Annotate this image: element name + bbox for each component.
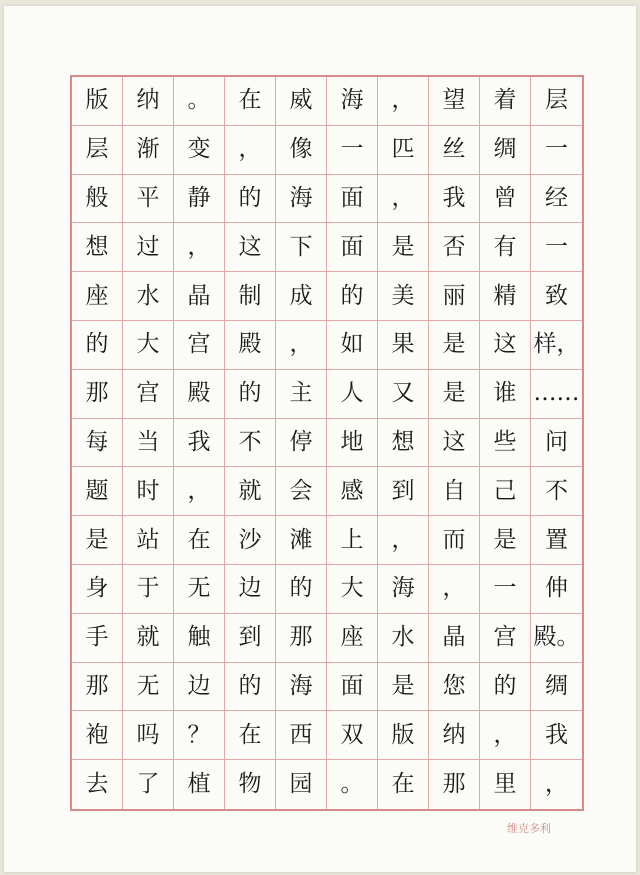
- grid-cell: 边: [225, 565, 276, 614]
- grid-cell: ，: [174, 467, 225, 516]
- grid-cell: 绸: [531, 663, 582, 712]
- grid-cell: 渐: [123, 126, 174, 175]
- grid-cell: 这: [225, 223, 276, 272]
- grid-cell: 双: [327, 711, 378, 760]
- grid-cell: 自: [429, 467, 480, 516]
- grid-cell: 的: [225, 175, 276, 224]
- grid-cell: 己: [480, 467, 531, 516]
- grid-cell: 水: [378, 614, 429, 663]
- grid-cell: 些: [480, 419, 531, 468]
- grid-cell: 的: [480, 663, 531, 712]
- grid-cell: 主: [276, 370, 327, 419]
- grid-cell: ，: [378, 77, 429, 126]
- grid-cell: 那: [276, 614, 327, 663]
- grid-cell: 殿: [225, 321, 276, 370]
- grid-cell: 那: [429, 760, 480, 809]
- grid-cell: 置: [531, 516, 582, 565]
- grid-cell: 成: [276, 272, 327, 321]
- grid-cell: 沙: [225, 516, 276, 565]
- grid-cell: 的: [225, 663, 276, 712]
- grid-cell: 般: [72, 175, 123, 224]
- grid-cell: 面: [327, 223, 378, 272]
- grid-cell: 在: [225, 711, 276, 760]
- grid-cell: 像: [276, 126, 327, 175]
- grid-cell: ，: [378, 516, 429, 565]
- grid-cell: 无: [123, 663, 174, 712]
- grid-cell: 水: [123, 272, 174, 321]
- grid-cell: 不: [225, 419, 276, 468]
- grid-cell: 制: [225, 272, 276, 321]
- grid-cell: 晶: [429, 614, 480, 663]
- grid-cell: 精: [480, 272, 531, 321]
- grid-cell: 望: [429, 77, 480, 126]
- grid-cell: 了: [123, 760, 174, 809]
- grid-cell: 的: [225, 370, 276, 419]
- grid-cell: 是: [480, 516, 531, 565]
- grid-cell: ，: [174, 223, 225, 272]
- grid-cell: 海: [276, 663, 327, 712]
- character-grid: [72, 77, 582, 809]
- grid-cell: 是: [429, 370, 480, 419]
- grid-cell: 的: [72, 321, 123, 370]
- grid-cell: 植: [174, 760, 225, 809]
- grid-cell: 殿: [174, 370, 225, 419]
- grid-cell: ，: [429, 565, 480, 614]
- grid-cell: 又: [378, 370, 429, 419]
- grid-cell: 我: [174, 419, 225, 468]
- grid-cell: 这: [480, 321, 531, 370]
- grid-cell: 纳: [123, 77, 174, 126]
- grid-cell: 座: [327, 614, 378, 663]
- grid-cell: ，: [545, 771, 568, 798]
- grid-cell: 身: [72, 565, 123, 614]
- grid-cell: ，: [378, 175, 429, 224]
- grid-cell: 曾: [480, 175, 531, 224]
- grid-cell: 在: [225, 77, 276, 126]
- grid-cell: 威: [276, 77, 327, 126]
- grid-cell: 问: [531, 419, 582, 468]
- writing-grid: [70, 75, 584, 811]
- grid-cell: 致: [531, 272, 582, 321]
- grid-cell: 物: [225, 760, 276, 809]
- grid-cell: 丽: [429, 272, 480, 321]
- grid-cell: 经: [531, 175, 582, 224]
- grid-cell: 人: [327, 370, 378, 419]
- grid-cell: 那: [72, 663, 123, 712]
- grid-cell: ，: [276, 321, 327, 370]
- grid-cell: 每: [72, 419, 123, 468]
- grid-cell: 一: [531, 126, 582, 175]
- grid-cell: 想: [72, 223, 123, 272]
- grid-cell: 绸: [480, 126, 531, 175]
- grid-cell: 否: [429, 223, 480, 272]
- grid-cell: 海: [276, 175, 327, 224]
- grid-cell: 我: [531, 711, 582, 760]
- grid-cell: 上: [327, 516, 378, 565]
- grid-cell: 平: [123, 175, 174, 224]
- grid-cell: 园: [276, 760, 327, 809]
- grid-cell: 的: [327, 272, 378, 321]
- grid-cell: 时: [123, 467, 174, 516]
- grid-cell: 感: [327, 467, 378, 516]
- grid-cell: 是: [72, 516, 123, 565]
- grid-cell: 晶: [174, 272, 225, 321]
- grid-cell: ，: [225, 126, 276, 175]
- grid-cell: 殿。: [531, 614, 582, 663]
- grid-cell: 样，: [531, 321, 582, 370]
- grid-cell: 当: [123, 419, 174, 468]
- grid-cell: 边: [174, 663, 225, 712]
- grid-cell: 下: [276, 223, 327, 272]
- grid-cell: 海: [378, 565, 429, 614]
- grid-cell: 站: [123, 516, 174, 565]
- grid-cell: 停: [276, 419, 327, 468]
- grid-cell: 座: [72, 272, 123, 321]
- grid-cell: 的: [276, 565, 327, 614]
- grid-cell: 。: [327, 760, 378, 809]
- grid-cell: 果: [378, 321, 429, 370]
- grid-cell: 面: [327, 663, 378, 712]
- grid-cell: 层: [72, 126, 123, 175]
- grid-cell: 一: [531, 223, 582, 272]
- grid-cell: 版: [72, 77, 123, 126]
- grid-cell: 想: [378, 419, 429, 468]
- grid-cell: 变: [174, 126, 225, 175]
- grid-cell: 会: [276, 467, 327, 516]
- grid-cell: 是: [378, 223, 429, 272]
- grid-cell: 不: [531, 467, 582, 516]
- grid-cell: 吗: [123, 711, 174, 760]
- grid-cell: 一: [327, 126, 378, 175]
- grid-cell: ……: [531, 370, 582, 419]
- grid-cell: 宫: [123, 370, 174, 419]
- grid-cell: 我: [429, 175, 480, 224]
- grid-cell: 一: [480, 565, 531, 614]
- grid-cell: 宫: [480, 614, 531, 663]
- grid-cell: 到: [225, 614, 276, 663]
- grid-cell: 袍: [72, 711, 123, 760]
- grid-cell: 谁: [480, 370, 531, 419]
- grid-cell: 纳: [429, 711, 480, 760]
- grid-cell: 而: [429, 516, 480, 565]
- grid-cell: 如: [327, 321, 378, 370]
- grid-cell: 是: [378, 663, 429, 712]
- grid-cell: 伸: [531, 565, 582, 614]
- grid-cell: 到: [378, 467, 429, 516]
- grid-cell: ？: [174, 711, 225, 760]
- grid-cell: 那: [72, 370, 123, 419]
- grid-cell: 题: [72, 467, 123, 516]
- grid-cell: 在: [378, 760, 429, 809]
- grid-cell: 层: [531, 77, 582, 126]
- grid-cell: 滩: [276, 516, 327, 565]
- grid-cell: 就: [123, 614, 174, 663]
- grid-cell: 面: [327, 175, 378, 224]
- grid-cell: 宫: [174, 321, 225, 370]
- watermark: 维克多利: [507, 823, 551, 835]
- grid-cell: 美: [378, 272, 429, 321]
- grid-cell: 您: [429, 663, 480, 712]
- grid-cell: 西: [276, 711, 327, 760]
- grid-cell: 地: [327, 419, 378, 468]
- grid-cell: 匹: [378, 126, 429, 175]
- grid-cell: 版: [378, 711, 429, 760]
- grid-cell: 这: [429, 419, 480, 468]
- grid-cell: 无: [174, 565, 225, 614]
- grid-cell: 里: [480, 760, 531, 809]
- grid-cell: 大: [123, 321, 174, 370]
- grid-cell: 。: [174, 77, 225, 126]
- grid-cell: 静: [174, 175, 225, 224]
- grid-cell: 就: [225, 467, 276, 516]
- grid-cell: 丝: [429, 126, 480, 175]
- grid-cell: 是: [429, 321, 480, 370]
- grid-cell: 手: [72, 614, 123, 663]
- grid-cell: 过: [123, 223, 174, 272]
- grid-cell: 有: [480, 223, 531, 272]
- grid-cell: 在: [174, 516, 225, 565]
- grid-cell: 大: [327, 565, 378, 614]
- grid-cell: ，: [480, 711, 531, 760]
- grid-cell: 海: [327, 77, 378, 126]
- grid-cell: 触: [174, 614, 225, 663]
- grid-cell: 于: [123, 565, 174, 614]
- grid-cell: 去: [72, 760, 123, 809]
- grid-cell: 着: [480, 77, 531, 126]
